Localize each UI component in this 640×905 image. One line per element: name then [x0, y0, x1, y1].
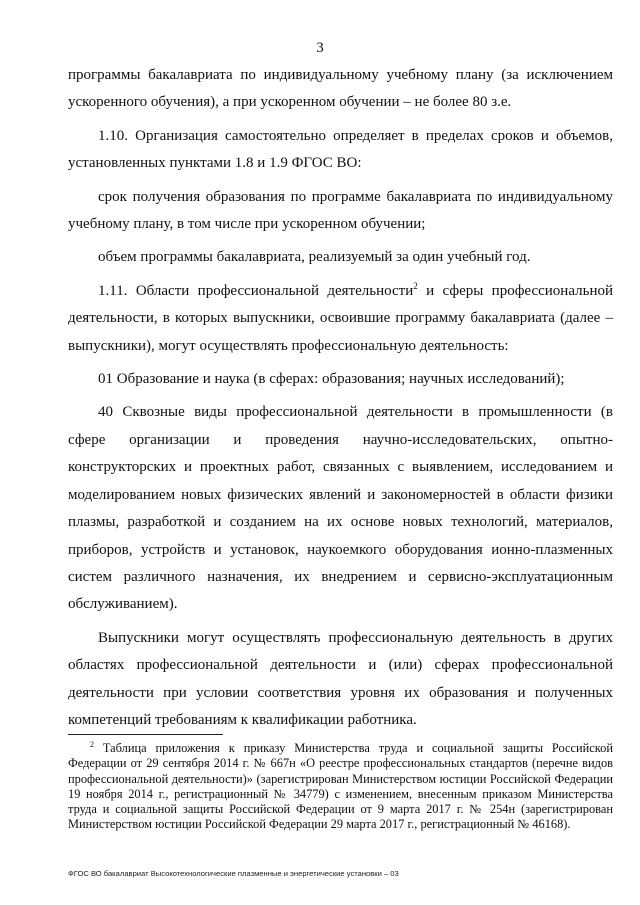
paragraph-program-volume: объем программы бакалавриата, реализуемый за один учебный год.	[98, 249, 531, 266]
footnote-reference: 2	[413, 280, 418, 291]
page-number: 3	[316, 40, 324, 56]
footnote-text: Таблица приложения к приказу Министерства труда и социальной защиты Российской Федерации от 29 сентября 2014 г. № 667н «О реестре профессиональных стандартов (перечне видов профессиональной деятельности)» (зарегистрирован Министерством юстиции Российской Федерации 19 ноября 2014 г., регистрационный № 34779) с изменением, внесенным приказом Министерства труда и социальной защиты Российской Федерации от 9 марта 2017 г. № 254н (зарегистрирован Министерством юстиции Российской Федерации 29 марта 2017 г., регистрационный № 46168).	[68, 741, 613, 832]
document-body	[68, 62, 613, 734]
paragraph-area-01: 01 Образование и наука (в сферах: образования; научных исследований);	[98, 371, 565, 388]
paragraph-1-11	[68, 278, 613, 360]
paragraph-1-11-start: 1.11. Области профессиональной деятельности	[98, 282, 414, 299]
paragraph-study-period: срок получения образования по программе бакалавриата по индивидуальному учебному плану, в том числе при ускоренном обучении;	[68, 188, 613, 233]
footnote	[68, 741, 613, 833]
paragraph-1-10: 1.10. Организация самостоятельно определяет в пределах сроков и объемов, установленных пунктами 1.8 и 1.9 ФГОС ВО:	[68, 127, 613, 172]
footnote-divider	[68, 734, 223, 735]
footnote-marker: 2	[90, 739, 94, 749]
paragraph-1-11-rest: и сферы профессиональной деятельности, в которых выпускники, освоившие программу бакалавриата (далее – выпускники), могут осуществлять профессиональную деятельность:	[68, 282, 613, 354]
paragraph-continuation: программы бакалавриата по индивидуальному учебному плану (за исключением ускоренного обучения), а при ускоренном обучении – не более 80 з.е.	[68, 67, 613, 111]
paragraph-area-40: 40 Сквозные виды профессиональной деятельности в промышленности (в сфере организации и проведения научно-исследовательских, опытно-конструкторских и проектных работ, связанных с выявлением, исследованием и моделированием новых физических явлений и закономерностей в области физики плазмы, разработкой и созданием на их основе новых технологий, материалов, приборов, устройств и установок, наукоемкого оборудования ионно-плазменных систем различного назначения, их внедрением и сервисно-эксплуатационным обслуживанием).	[68, 404, 613, 613]
paragraph-graduates: Выпускники могут осуществлять профессиональную деятельность в других областях профессиональной деятельности и (или) сферах профессиональной деятельности при условии соответствия уровня их образования и полученных компетенций требованиям к квалификации работника.	[68, 629, 613, 728]
page-footer: ФГОС ВО бакалавриат Высокотехнологические плазменные и энергетические установки – 03	[68, 869, 399, 878]
